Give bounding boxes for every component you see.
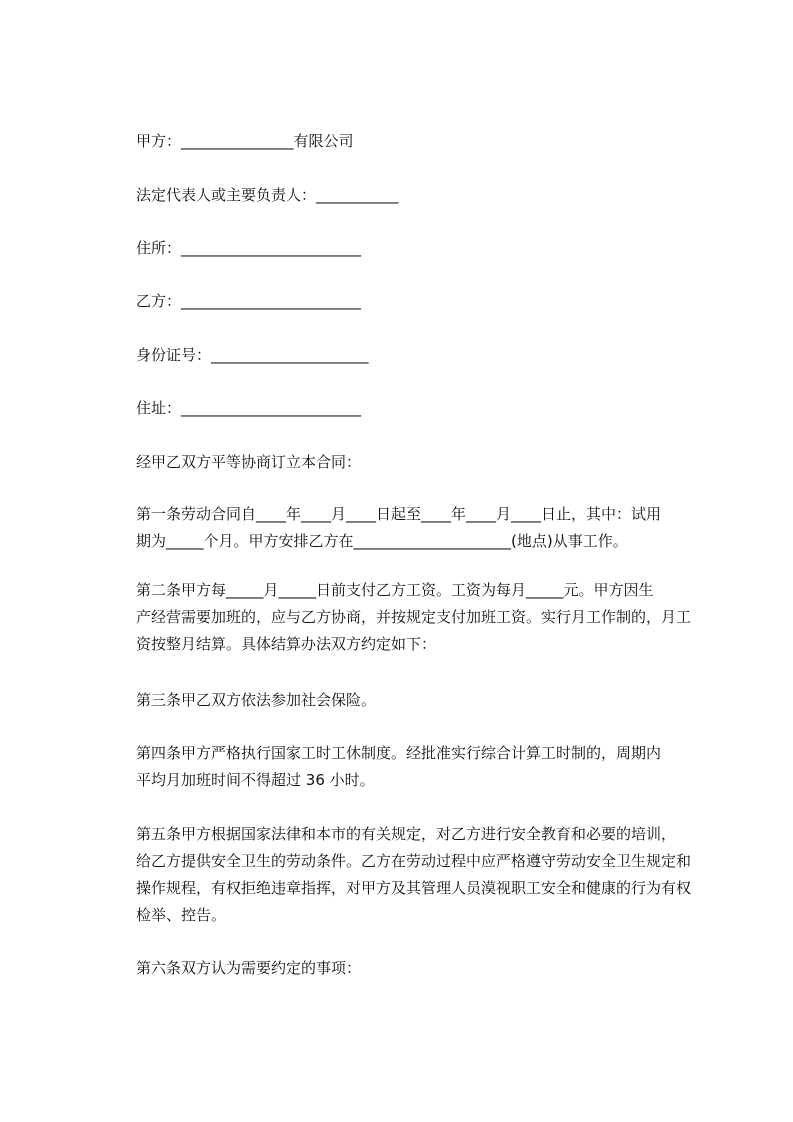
article-4-line: 第四条甲方严格执行国家工时工休制度。经批准实行综合计算工时制的，周期内: [136, 744, 662, 762]
article-2: [136, 577, 716, 658]
article-1: [136, 501, 716, 555]
article-2-line: 产经营需要加班的，应与乙方协商，并按规定支付加班工资。实行月工作制的，月工: [136, 608, 692, 626]
article-5-line: 给乙方提供安全卫生的劳动条件。乙方在劳动过程中应严格遵守劳动安全卫生规定和: [136, 852, 692, 870]
article-5-line: 检举、控告。: [136, 906, 227, 924]
party-b-address-field: 住址：________________________: [136, 399, 362, 417]
legal-representative-field: 法定代表人或主要负责人：___________: [136, 186, 399, 204]
article-5: [136, 821, 716, 929]
article-4: [136, 740, 716, 794]
article-5-line: 第五条甲方根据国家法律和本市的有关规定，对乙方进行安全教育和必要的培训，: [136, 825, 677, 843]
article-6: 第六条双方认为需要约定的事项：: [136, 959, 362, 977]
article-1-line: 第一条劳动合同自____年____月____日起至____年____月____日止，其中：试用: [136, 505, 662, 523]
party-b-field: 乙方：________________________: [136, 292, 362, 310]
id-number-field: 身份证号：_____________________: [136, 346, 369, 364]
contract-intro: 经甲乙双方平等协商订立本合同：: [136, 453, 362, 471]
article-2-line: 第二条甲方每_____月_____日前支付乙方工资。工资为每月_____元。甲方因生: [136, 581, 654, 599]
article-5-line: 操作规程，有权拒绝违章指挥，对甲方及其管理人员漠视职工安全和健康的行为有权: [136, 879, 692, 897]
article-2-line: 资按整月结算。具体结算办法双方约定如下：: [136, 635, 437, 653]
party-a-field: 甲方：_______________有限公司: [136, 132, 354, 150]
party-a-address-field: 住所：________________________: [136, 239, 362, 257]
article-4-line: 平均月加班时间不得超过 36 小时。: [136, 771, 375, 789]
article-1-line: 期为_____个月。甲方安排乙方在_____________________(地点)从事工作。: [136, 532, 628, 550]
article-3: 第三条甲乙双方依法参加社会保险。: [136, 691, 377, 709]
